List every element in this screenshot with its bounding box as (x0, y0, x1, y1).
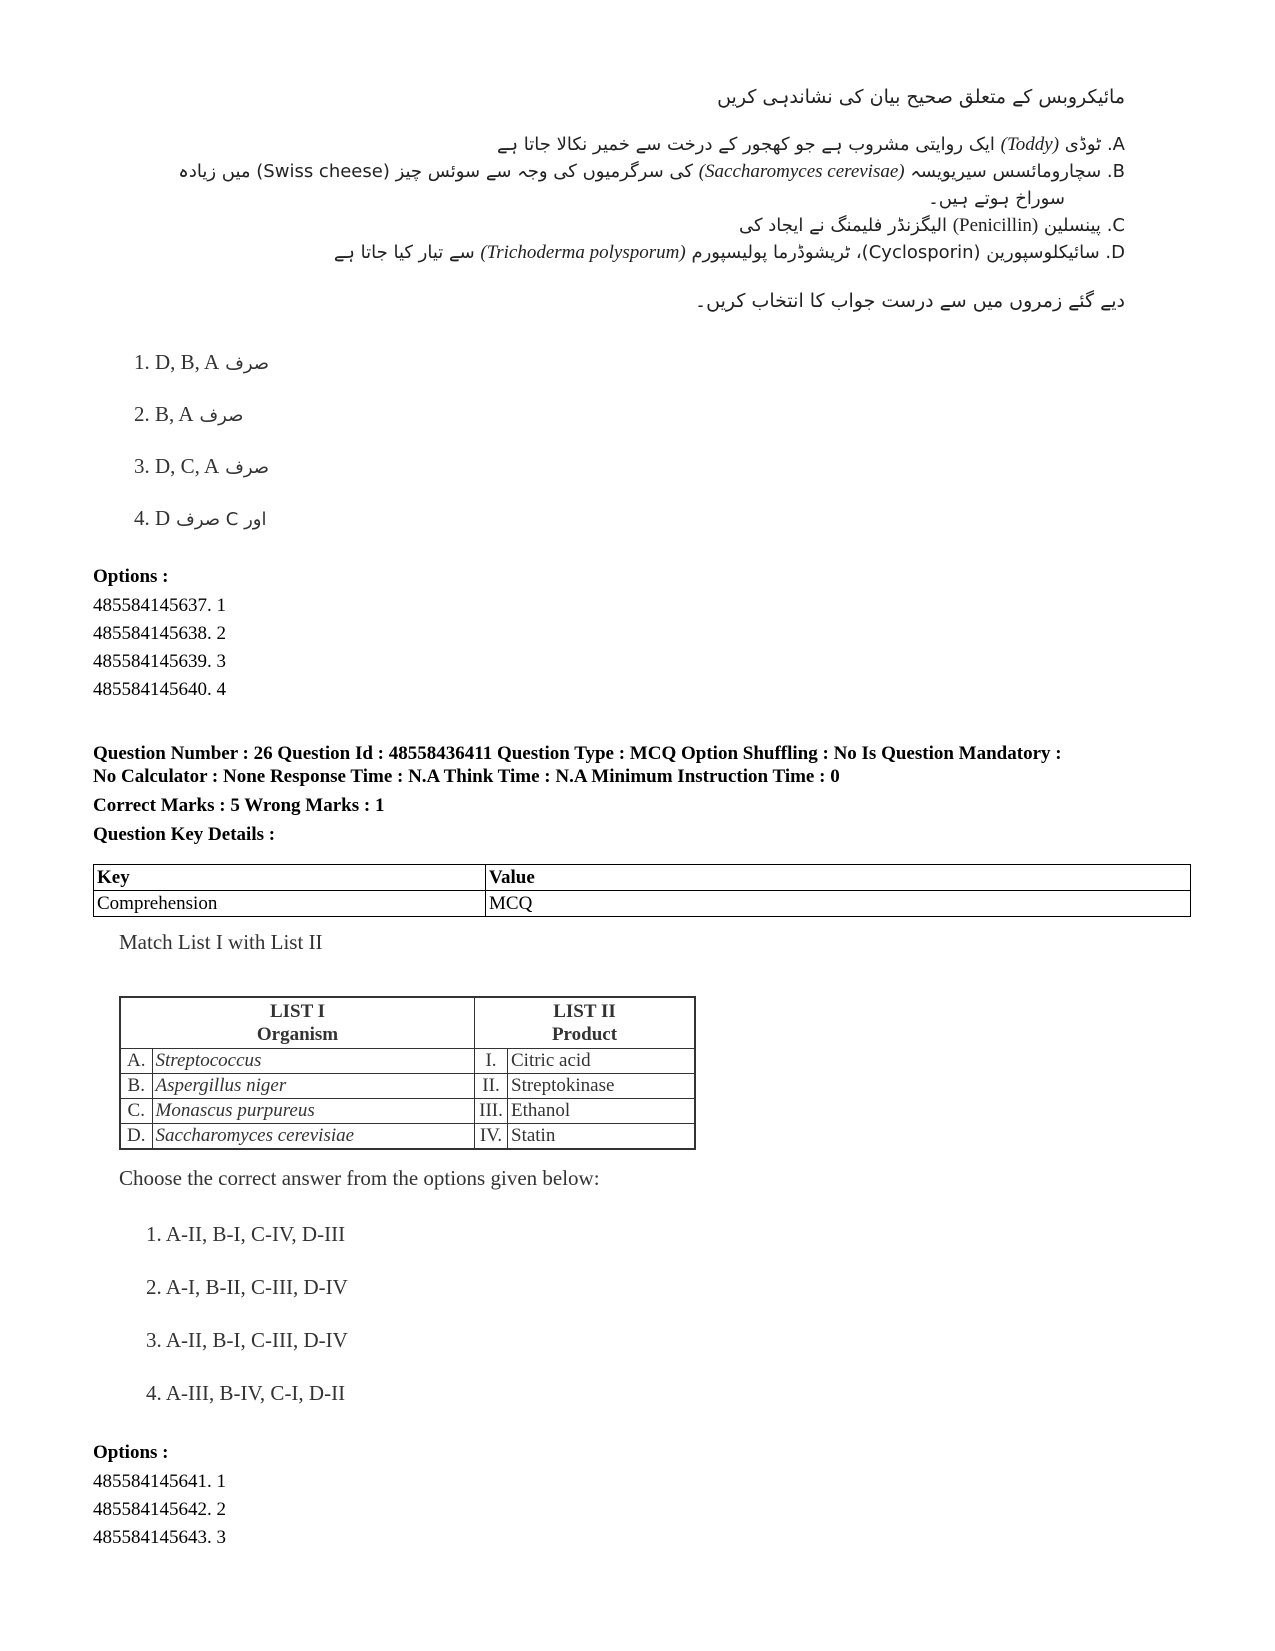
list-2-header: LIST II Product (475, 997, 696, 1049)
row-numeral: II. (475, 1074, 508, 1099)
organism-cell: Aspergillus niger (152, 1074, 474, 1099)
answer-choice-2: 2. A-I, B-II, C-III, D-IV (146, 1275, 348, 1299)
row-numeral: IV. (475, 1124, 508, 1150)
table-row (120, 1124, 695, 1150)
prev-answer-choice-1: 1. D, B, A صرف (134, 350, 270, 374)
urdu-statement-a: A. ٹوڈی (Toddy) ایک روایتی مشروب ہے جو کھجور کے درخت سے خمیر نکالا جاتا ہے (496, 134, 1125, 155)
prev-option-3: 485584145639. 3 (93, 651, 226, 672)
key-table-header-row (94, 865, 1191, 891)
prev-answer-choice-2: 2. B, A صرف (134, 402, 244, 426)
value-header: Value (486, 865, 1191, 891)
row-letter: D. (120, 1124, 152, 1150)
option-3: 485584145643. 3 (93, 1527, 226, 1548)
prev-option-2: 485584145638. 2 (93, 623, 226, 644)
prev-options-label: Options : (93, 566, 169, 587)
prev-answer-choice-3: 3. D, C, A صرف (134, 454, 270, 478)
row-letter: B. (120, 1074, 152, 1099)
prev-option-1: 485584145637. 1 (93, 595, 226, 616)
match-table-header-row (120, 997, 695, 1049)
urdu-instruction: دیے گئے زمروں میں سے درست جواب کا انتخاب کریں۔ (695, 290, 1125, 312)
organism-cell: Streptococcus (152, 1049, 474, 1074)
table-row (120, 1049, 695, 1074)
question-marks: Correct Marks : 5 Wrong Marks : 1 (93, 795, 385, 816)
product-cell: Citric acid (508, 1049, 696, 1074)
urdu-statement-b: B. سچارومائسس سیریویسہ (Saccharomyces cerevisae) کی سرگرمیوں کی وجہ سے سوئس چیز (Swiss cheese) میں زیادہ (178, 161, 1125, 182)
question-key-details-label: Question Key Details : (93, 824, 276, 845)
question-meta-line-1: Question Number : 26 Question Id : 48558436411 Question Type : MCQ Option Shuffling : No Is Question Mandatory : (93, 743, 1062, 764)
urdu-statement-c: C. پینسلین (Penicillin) الیگزنڈر فلیمنگ نے ایجاد کی (738, 215, 1125, 236)
question-prompt: Match List I with List II (119, 930, 323, 954)
table-row (120, 1099, 695, 1124)
answer-choice-3: 3. A-II, B-I, C-III, D-IV (146, 1328, 348, 1352)
option-2: 485584145642. 2 (93, 1499, 226, 1520)
prev-option-4: 485584145640. 4 (93, 679, 226, 700)
urdu-statement-d: D. سائیکلوسپورین (Cyclosporin)، ٹریشوڈرما پولیسپورم (Trichoderma polysporum) سے تیار کیا جاتا ہے (333, 242, 1125, 263)
urdu-statement-b-cont: سوراخ ہوتے ہیں۔ (928, 188, 1065, 209)
choose-instruction: Choose the correct answer from the options given below: (119, 1166, 600, 1190)
key-header: Key (94, 865, 486, 891)
row-numeral: I. (475, 1049, 508, 1074)
urdu-question-heading: مائیکروبس کے متعلق صحیح بیان کی نشاندہی کریں (717, 86, 1125, 108)
value-cell: MCQ (486, 891, 1191, 917)
key-cell: Comprehension (94, 891, 486, 917)
option-1: 485584145641. 1 (93, 1471, 226, 1492)
organism-cell: Monascus purpureus (152, 1099, 474, 1124)
question-meta-line-2: No Calculator : None Response Time : N.A Think Time : N.A Minimum Instruction Time : 0 (93, 766, 840, 787)
table-row (94, 891, 1191, 917)
table-row (120, 1074, 695, 1099)
product-cell: Ethanol (508, 1099, 696, 1124)
row-numeral: III. (475, 1099, 508, 1124)
product-cell: Streptokinase (508, 1074, 696, 1099)
match-list-table (119, 996, 696, 1150)
options-label: Options : (93, 1442, 169, 1463)
prev-answer-choice-4: 4. D صرف C اور (134, 506, 267, 530)
answer-choice-1: 1. A-II, B-I, C-IV, D-III (146, 1222, 346, 1246)
organism-cell: Saccharomyces cerevisiae (152, 1124, 474, 1150)
key-details-table (93, 864, 1191, 917)
answer-choice-4: 4. A-III, B-IV, C-I, D-II (146, 1381, 346, 1405)
product-cell: Statin (508, 1124, 696, 1150)
row-letter: C. (120, 1099, 152, 1124)
row-letter: A. (120, 1049, 152, 1074)
list-1-header: LIST I Organism (120, 997, 475, 1049)
